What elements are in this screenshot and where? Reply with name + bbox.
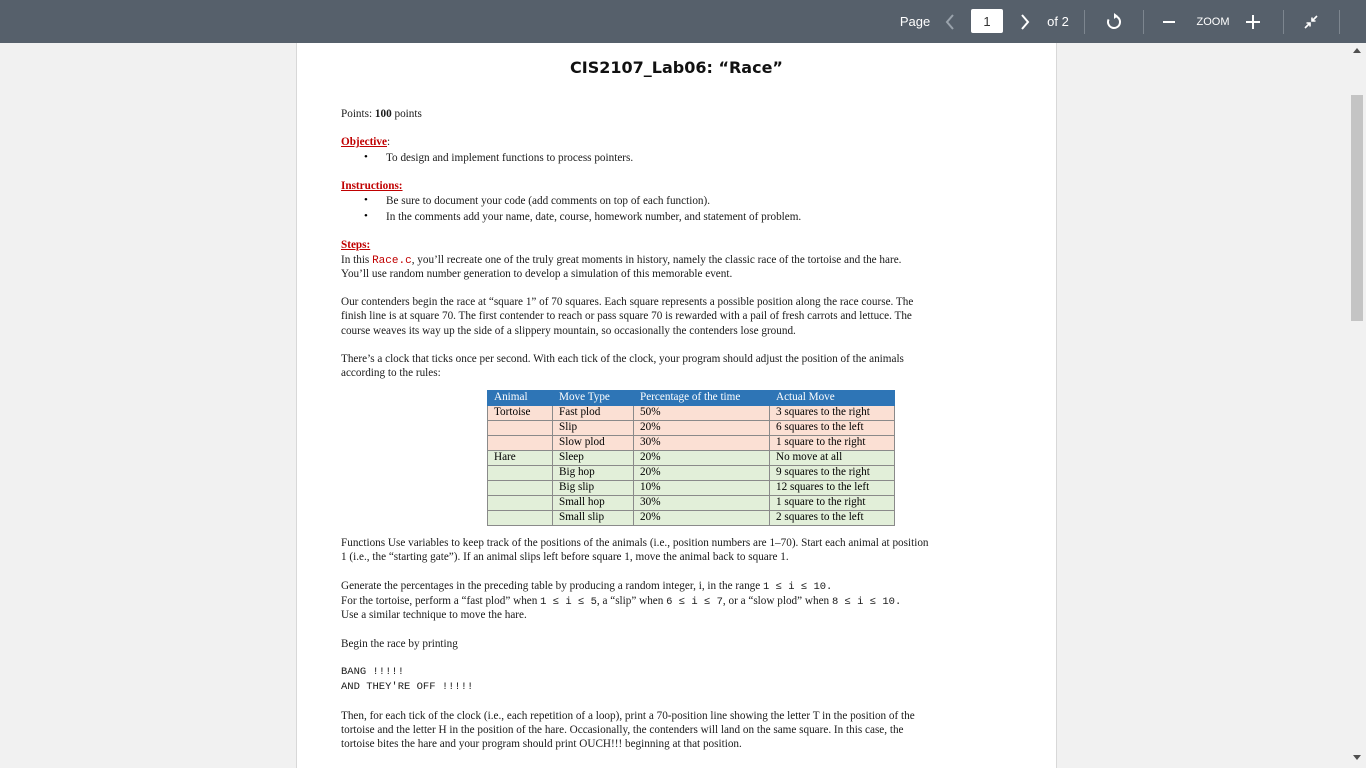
paragraph-line: There’s a clock that ticks once per second. With each tick of the clock, your program should adjust the position of the animals: [341, 353, 904, 365]
points-suffix: points: [394, 108, 422, 120]
bullet-icon: •: [364, 210, 368, 222]
filename-code: Race.c: [372, 255, 412, 267]
table-cell: 20%: [634, 466, 770, 481]
paragraph-line: Use a similar technique to move the hare.: [341, 609, 527, 621]
table-cell: Small slip: [553, 511, 634, 526]
paragraph-line: 1 (i.e., the “starting gate”). If an animal slips left before square 1, move the animal back to square 1.: [341, 551, 789, 563]
points-prefix: Points:: [341, 108, 373, 120]
objective-heading-text: Objective: [341, 136, 387, 148]
paragraph-text: , a “slip” when: [596, 595, 664, 607]
document-title: CIS2107_Lab06: “Race”: [570, 58, 783, 77]
table-cell: [488, 481, 553, 496]
toolbar-divider: [1339, 10, 1340, 34]
table-cell: 20%: [634, 451, 770, 466]
page-label: Page: [899, 14, 931, 29]
paragraph-line: [341, 579, 832, 595]
table-cell: 1 square to the right: [770, 496, 895, 511]
paragraph-line: Functions Use variables to keep track of the positions of the animals (i.e., position numbers are 1–70). Start each animal at position: [341, 537, 929, 549]
table-cell: [488, 496, 553, 511]
code-line: AND THEY'RE OFF !!!!!: [341, 681, 474, 693]
points-line: [341, 107, 422, 122]
paragraph-line: course weaves its way up the side of a slippery mountain, so occasionally the contenders lose ground.: [341, 325, 796, 337]
steps-heading: [341, 238, 370, 253]
points-value: 100: [374, 108, 392, 120]
table-row: [488, 406, 895, 421]
instruction-item: Be sure to document your code (add comments on top of each function).: [386, 195, 711, 207]
page-total: of 2: [1047, 14, 1069, 29]
paragraph-line: Then, for each tick of the clock (i.e., each repetition of a loop), print a 70-position line showing the letter T in the position of the: [341, 710, 915, 722]
table-cell: 30%: [634, 436, 770, 451]
table-row: [488, 451, 895, 466]
table-header-row: [488, 391, 895, 406]
table-cell: Big slip: [553, 481, 634, 496]
bullet-icon: •: [364, 194, 368, 206]
table-row: [488, 481, 895, 496]
table-cell: No move at all: [770, 451, 895, 466]
document-page: [296, 43, 1057, 768]
table-cell: Fast plod: [553, 406, 634, 421]
table-cell: 3 squares to the right: [770, 406, 895, 421]
table-cell: [488, 466, 553, 481]
inline-code: 8 ≤ i ≤ 10.: [831, 596, 902, 608]
table-row: [488, 466, 895, 481]
paragraph-line: according to the rules:: [341, 367, 441, 379]
paragraph-text: Generate the percentages in the preceding table by producing a random integer, i, in the range: [341, 580, 761, 592]
scroll-down-icon[interactable]: [1353, 755, 1361, 761]
paragraph-line: Our contenders begin the race at “square 1” of 70 squares. Each square represents a possible position along the race course. The: [341, 296, 914, 308]
zoom-label: ZOOM: [1196, 15, 1230, 28]
table-cell: 20%: [634, 421, 770, 436]
paragraph-text: For the tortoise, perform a “fast plod” when: [341, 595, 538, 607]
table-cell: 30%: [634, 496, 770, 511]
zoom-out-icon[interactable]: [1161, 0, 1177, 43]
table-row: [488, 496, 895, 511]
steps-text: In this: [341, 254, 370, 266]
objective-heading: Objective:: [341, 136, 391, 148]
table-cell: Hare: [488, 451, 553, 466]
toolbar-divider: [1084, 10, 1085, 34]
table-cell: Tortoise: [488, 406, 553, 421]
bullet-icon: •: [364, 151, 368, 163]
scrollbar-thumb[interactable]: [1351, 95, 1363, 321]
table-cell: 6 squares to the left: [770, 421, 895, 436]
scroll-up-icon[interactable]: [1353, 47, 1361, 53]
prev-page-icon[interactable]: [940, 0, 960, 43]
code-line: BANG !!!!!: [341, 666, 405, 678]
paragraph-line: Begin the race by printing: [341, 638, 458, 650]
pdf-toolbar: [0, 0, 1366, 43]
table-header-cell: Percentage of the time: [634, 391, 770, 406]
zoom-in-icon[interactable]: [1245, 0, 1261, 43]
table-cell: 10%: [634, 481, 770, 496]
table-row: [488, 421, 895, 436]
table-cell: [488, 421, 553, 436]
rotate-icon[interactable]: [1103, 0, 1125, 43]
toolbar-divider: [1283, 10, 1284, 34]
toolbar-divider: [1143, 10, 1144, 34]
table-cell: 20%: [634, 511, 770, 526]
inline-code: 6 ≤ i ≤ 7: [666, 596, 723, 608]
steps-paragraph-line: You’ll use random number generation to develop a simulation of this memorable event.: [341, 268, 733, 280]
table-header-cell: Animal: [488, 391, 553, 406]
table-cell: 1 square to the right: [770, 436, 895, 451]
steps-text: , you’ll recreate one of the truly great moments in history, namely the classic race of the tortoise and the hare.: [411, 254, 902, 266]
paragraph-line: tortoise and the letter H in the position of the hare. Occasionally, the contenders will land on the same square. In this case, the: [341, 724, 904, 736]
movement-rules-table: [487, 390, 895, 526]
instruction-item: In the comments add your name, date, course, homework number, and statement of problem.: [386, 211, 802, 223]
instructions-heading: [341, 179, 403, 194]
table-cell: 12 squares to the left: [770, 481, 895, 496]
table-cell: Small hop: [553, 496, 634, 511]
table-cell: [488, 511, 553, 526]
page-number-input[interactable]: 1: [971, 9, 1003, 33]
table-cell: [488, 436, 553, 451]
inline-code: 1 ≤ i ≤ 5: [540, 596, 597, 608]
paragraph-line: finish line is at square 70. The first contender to reach or pass square 70 is rewarded with a pail of fresh carrots and lettuce. The: [341, 310, 912, 322]
paragraph-text: , or a “slow plod” when: [722, 595, 830, 607]
instructions-heading-text: Instructions:: [341, 180, 403, 192]
table-cell: Big hop: [553, 466, 634, 481]
next-page-icon[interactable]: [1015, 0, 1035, 43]
table-row: [488, 511, 895, 526]
table-header-cell: Actual Move: [770, 391, 895, 406]
table-cell: 50%: [634, 406, 770, 421]
steps-heading-text: Steps:: [341, 239, 371, 251]
table-cell: 9 squares to the right: [770, 466, 895, 481]
table-cell: Slip: [553, 421, 634, 436]
objective-item: To design and implement functions to process pointers.: [386, 152, 634, 164]
table-cell: Sleep: [553, 451, 634, 466]
paragraph-line: tortoise bites the hare and your program should print OUCH!!! beginning at that position.: [341, 738, 742, 750]
exit-fullscreen-icon[interactable]: [1301, 0, 1321, 43]
table-row: [488, 436, 895, 451]
table-cell: 2 squares to the left: [770, 511, 895, 526]
table-header-cell: Move Type: [553, 391, 634, 406]
inline-code: 1 ≤ i ≤ 10.: [763, 581, 833, 593]
table-cell: Slow plod: [553, 436, 634, 451]
